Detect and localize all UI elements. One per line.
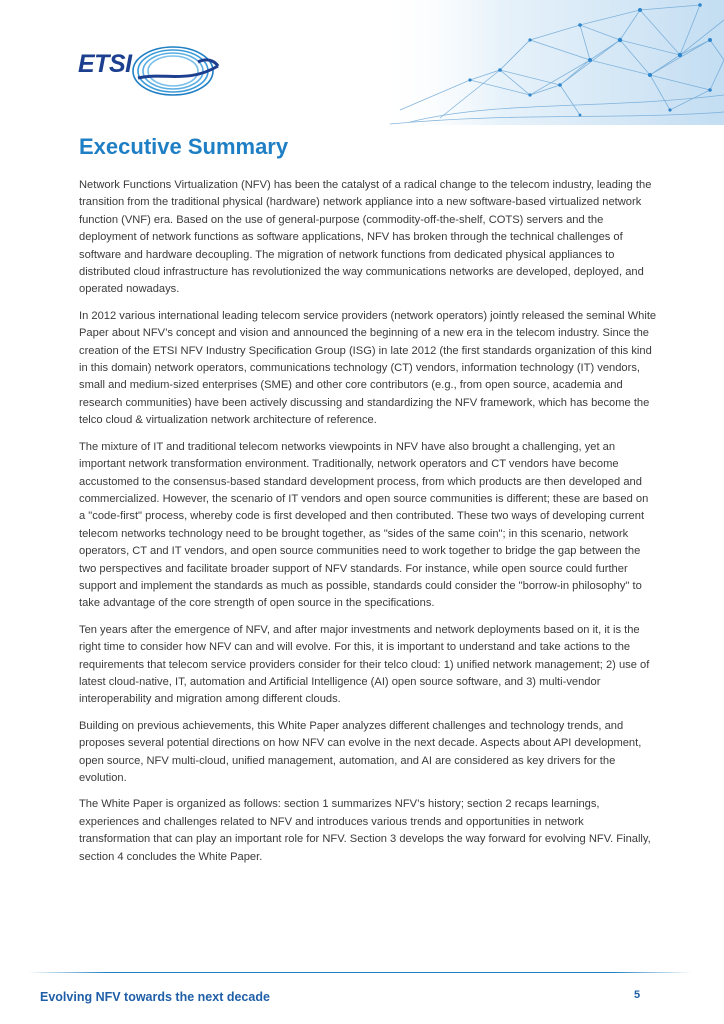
page-title: Executive Summary xyxy=(79,134,289,159)
page-header xyxy=(0,0,724,125)
network-graphic xyxy=(380,0,724,125)
etsi-logo xyxy=(78,42,228,104)
paragraph: In 2012 various international leading telecom service providers (network operators) jointly released the seminal White Paper about NFV’s concept and vision and announced the beginning of a new era in the telecom industry. Since the creation of the ETSI NFV Industry Specification Group (ISG) in late 2012 (the first standards organization of this kind in this domain) network operators, communications technology (CT) vendors, information technology (IT) vendors, small and medium-sized enterprises (SME) and other core contributors (e.g., from open source, academia and research communities) have been actively discussing and standardizing the NFV framework, which has become the telco cloud & virtualization network architecture of reference. xyxy=(79,309,657,427)
paragraph: Network Functions Virtualization (NFV) has been the catalyst of a radical change to the telecom industry, leading the transition from the traditional physical (hardware) network appliance into a new software-based virtualized network function (VNF) era. Based on the use of general-purpose (commodity-off-the-shelf, COTS) servers and the deployment of network functions as software applications, NFV has broken through the technical challenges of software and hardware decoupling. The migration of network functions from dedicated physical appliances to distributed cloud infrastructure has revolutionized the way communications networks are developed, deployed, and operated nowadays. xyxy=(79,179,652,296)
paragraph: Building on previous achievements, this White Paper analyzes different challenges and technology trends, and proposes several potential directions on how NFV can evolve in the next decade. Aspects about API development, open source, NFV multi-cloud, unified management, automation, and AI are considered as key drivers for the evolution. xyxy=(79,719,642,784)
body-text xyxy=(79,177,657,875)
paragraph: Ten years after the emergence of NFV, and after major investments and network deployments based on it, it is the right time to consider how NFV can and will evolve. For this, it is important to understand and take actions to the requirements that telecom service providers consider for their telco cloud: 1) unified network management; 2) use of latest cloud-native, IT, automation and Artificial Intelligence (AI) open source software, and 3) multi-vendor interoperability and migration among different clouds. xyxy=(79,623,650,706)
paragraph: The mixture of IT and traditional telecom networks viewpoints in NFV have also brought a challenging, yet an important network transformation environment. Traditionally, network operators and CT vendors have become accustomed to the consensus-based standard development process, from which products are then developed and commercialized. However, the scenario of IT vendors and open source communities is different; these are based on a "code-first" process, whereby code is first developed and then contributed. These two ways of developing current telecom networks technology need to be brought together, as "sides of the same coin"; in this scenario, network operators, CT and IT vendors, and open source communities need to work together to bridge the gap between the two perspectives and facilitate broader support of NFV standards. For instance, while open source could further support and implement the standards as much as possible, standards could consider the "borrow-in philosophy" to take advantage of the core strength of open source in the specifications. xyxy=(79,440,649,610)
footer-document-title: Evolving NFV towards the next decade xyxy=(40,990,270,1004)
footer-divider xyxy=(28,972,692,973)
logo-text: ETSI xyxy=(78,50,132,78)
paragraph: The White Paper is organized as follows: section 1 summarizes NFV’s history; section 2 recaps learnings, experiences and challenges related to NFV and introduces various trends and opportunities in network transformation that can play an important role for NFV. Section 3 develops the way forward for evolving NFV. Finally, section 4 concludes the White Paper. xyxy=(79,798,651,863)
page-number: 5 xyxy=(634,989,641,1001)
